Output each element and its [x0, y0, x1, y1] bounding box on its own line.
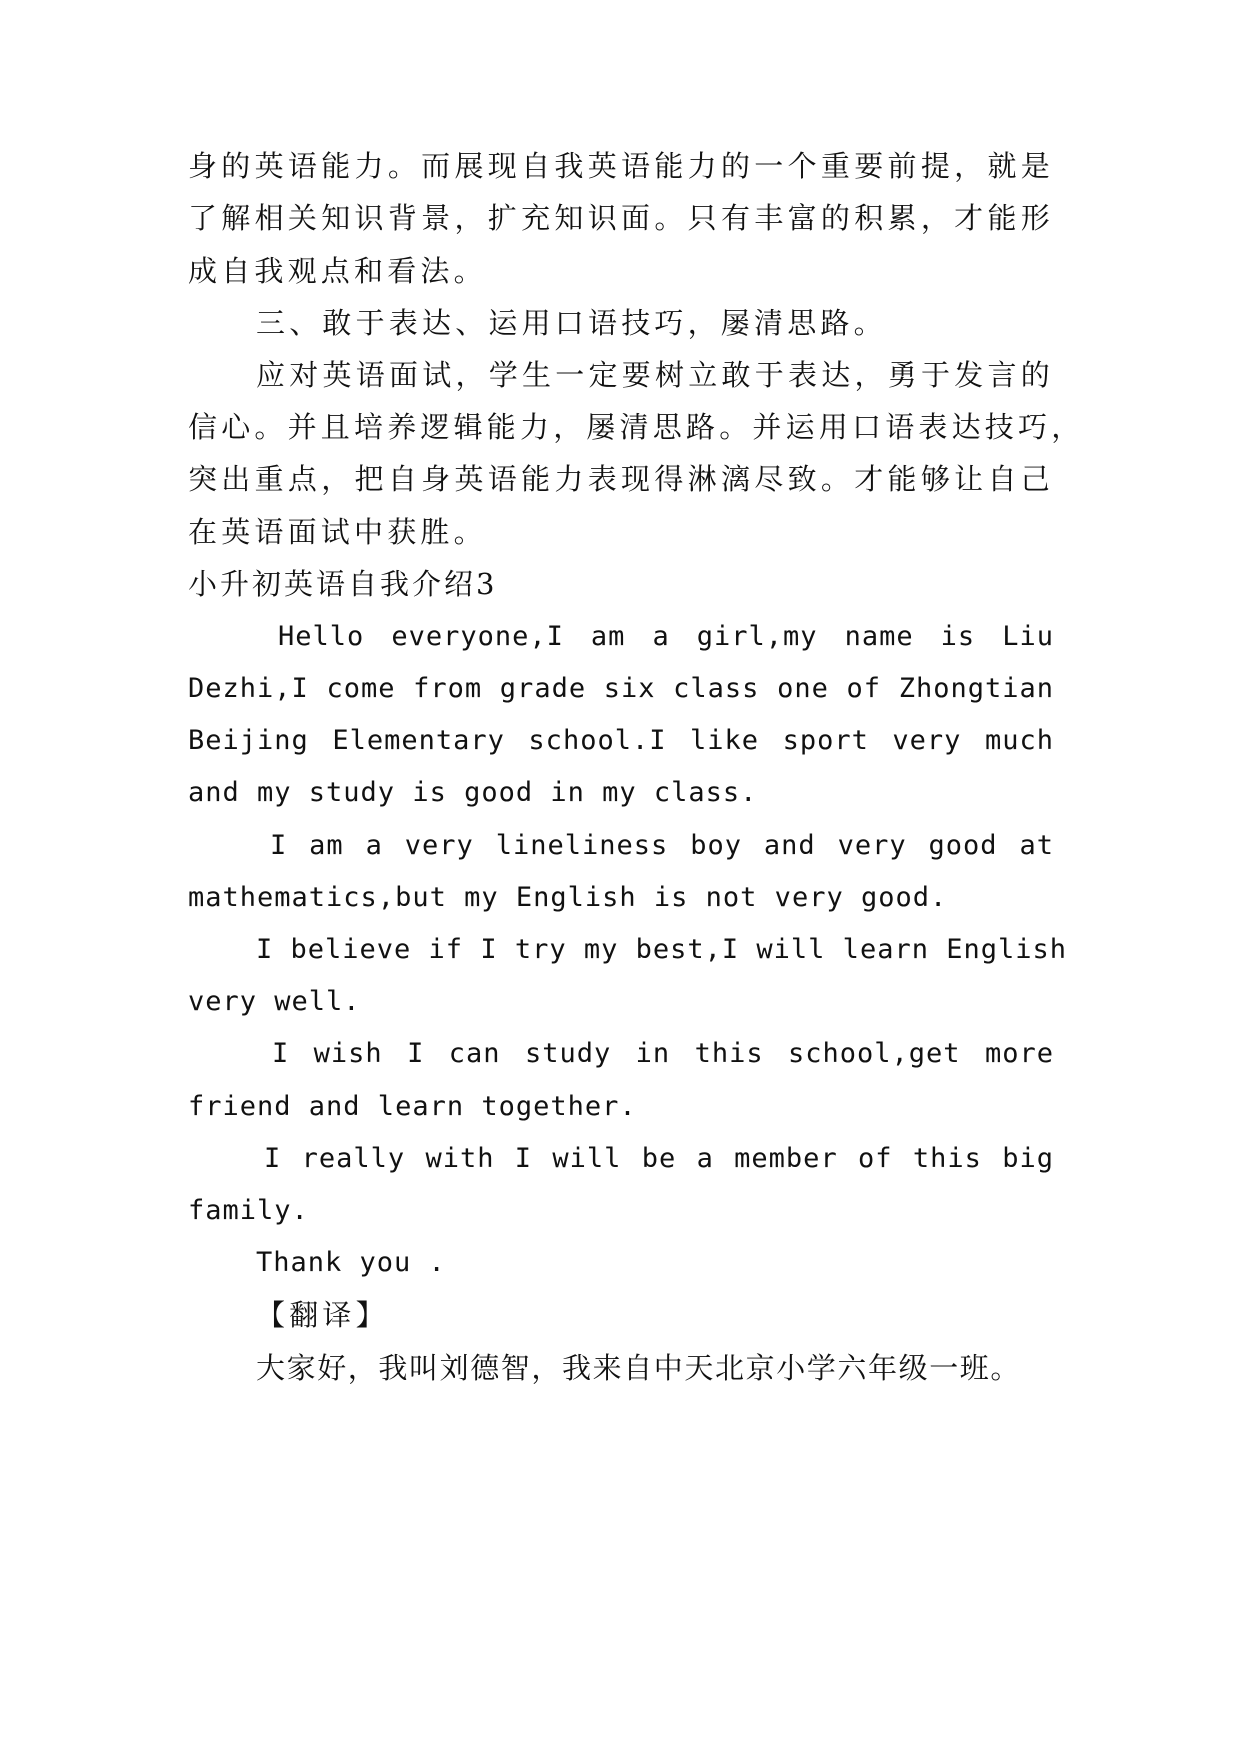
- english-line-12: family.: [188, 1195, 309, 1226]
- body-line-3: 成自我观点和看法。: [188, 254, 487, 288]
- body-line-2: 了解相关知识背景，扩充知识面。只有丰富的积累，才能形: [188, 201, 1054, 235]
- english-line-13: Thank you .: [256, 1247, 446, 1278]
- translation-line-1: 大家好，我叫刘德智，我来自中天北京小学六年级一班。: [256, 1351, 1022, 1385]
- english-line-10: friend and learn together.: [188, 1091, 637, 1122]
- body-line-1: 身的英语能力。而展现自我英语能力的一个重要前提，就是: [188, 149, 1054, 183]
- section-heading-3: 三、敢于表达、运用口语技巧，屡清思路。: [256, 306, 887, 340]
- article-title: 小升初英语自我介绍3: [188, 567, 498, 601]
- body-line-8: 在英语面试中获胜。: [188, 515, 487, 549]
- english-line-8: very well.: [188, 986, 361, 1017]
- english-line-3: Beijing Elementary school.I like sport very much: [188, 725, 1054, 756]
- english-line-5: I am a very lineliness boy and very good at: [270, 830, 1054, 861]
- body-line-5: 应对英语面试，学生一定要树立敢于表达，勇于发言的: [256, 358, 1054, 392]
- english-line-1: Hello everyone,I am a girl,my name is Liu: [278, 621, 1054, 652]
- english-line-2: Dezhi,I come from grade six class one of Zhongtian: [188, 673, 1054, 704]
- english-line-7: I believe if I try my best,I will learn English: [256, 934, 1068, 965]
- body-line-7: 突出重点，把自身英语能力表现得淋漓尽致。才能够让自己: [188, 462, 1054, 496]
- body-line-6: 信心。并且培养逻辑能力，屡清思路。并运用口语表达技巧，: [188, 410, 1085, 444]
- english-line-6: mathematics,but my English is not very good.: [188, 882, 948, 913]
- english-line-9: I wish I can study in this school,get more: [272, 1038, 1054, 1069]
- translation-heading: 【翻译】: [256, 1298, 389, 1332]
- english-line-11: I really with I will be a member of this big: [264, 1143, 1054, 1174]
- english-line-4: and my study is good in my class.: [188, 777, 758, 808]
